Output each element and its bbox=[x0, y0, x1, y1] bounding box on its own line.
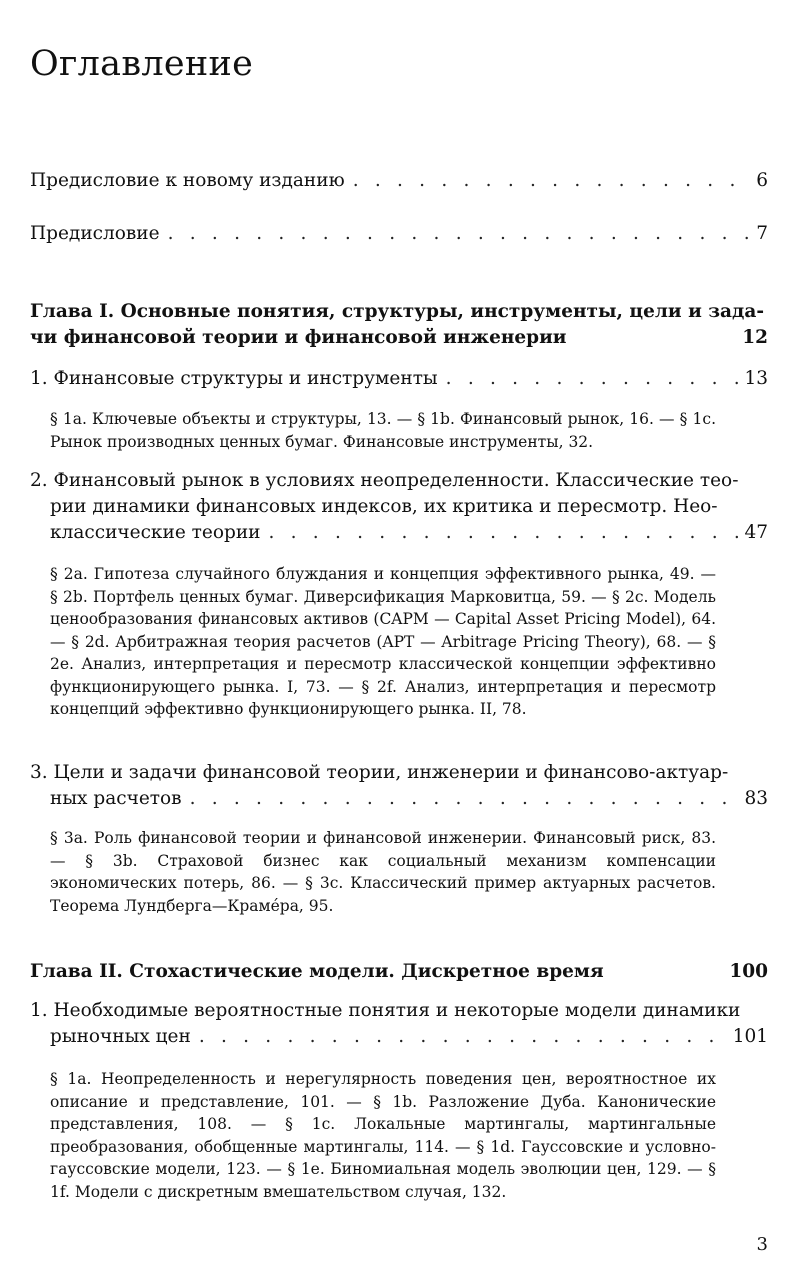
chapter-title-line: Глава II. Стохастические модели. Дискретное время bbox=[30, 961, 604, 982]
toc-entry-preface-new[interactable] bbox=[30, 168, 768, 194]
leader-dots bbox=[199, 1024, 727, 1050]
toc-entry-text: 1. Необходимые вероятностные понятия и некоторые модели динамики bbox=[30, 1000, 741, 1021]
toc-entry-text: рыночных цен bbox=[50, 1026, 191, 1047]
chapter-title-line: Глава I. Основные понятия, структуры, инструменты, цели и зада- bbox=[30, 301, 765, 322]
leader-dots bbox=[190, 786, 739, 812]
subsection-list: § 3a. Роль финансовой теории и финансовой инженерии. Финансовый риск, 83. — § 3b. Страховой бизнес как социальный механизм компенсации экономических потерь, 86. — § 3c. Классический пример актуарных расчетов. Теорема Лундберга—Крамéра, 95. bbox=[50, 829, 716, 915]
page-number: 83 bbox=[744, 788, 768, 809]
toc-entry-text: Предисловие bbox=[30, 223, 160, 244]
leader-dots bbox=[268, 520, 738, 546]
toc-entry-text: ных расчетов bbox=[50, 788, 182, 809]
toc-chapter-1[interactable] bbox=[30, 299, 768, 351]
toc-section-1-1[interactable] bbox=[30, 366, 768, 392]
leader-dots bbox=[168, 221, 751, 247]
toc-entry-text: 1. Финансовые структуры и инструменты bbox=[30, 368, 438, 389]
toc-section-1-2[interactable] bbox=[30, 468, 768, 546]
leader-dots bbox=[446, 366, 739, 392]
page-number: 13 bbox=[744, 368, 768, 389]
toc-entry-preface[interactable] bbox=[30, 221, 768, 247]
page-number: 6 bbox=[756, 170, 768, 191]
subsection-list: § 2a. Гипотеза случайного блуждания и концепция эффективного рынка, 49. — § 2b. Портфель ценных бумаг. Диверсификация Марковитца, 59. — § 2c. Модель ценообразования финансовых активов (CAPM — Capital Asset Pricing Model), 64. — § 2d. Арбитражная теория расчетов (APT — Arbitrage Pricing Theory), 68. — § 2e. Анализ, интерпретация и пересмотр классической концепции эффективно функционирующего рынка. I, 73. — § 2f. Анализ, интерпретация и пересмотр концепций эффективно функционирующего рынка. II, 78. bbox=[50, 565, 716, 718]
toc-entry-text: 2. Финансовый рынок в условиях неопределенности. Классические тео- bbox=[30, 470, 739, 491]
subsection-list: § 1a. Ключевые объекты и структуры, 13. — § 1b. Финансовый рынок, 16. — § 1c. Рынок производных ценных бумаг. Финансовые инструменты, 32. bbox=[50, 410, 716, 451]
page-title: Оглавление bbox=[30, 44, 254, 84]
toc-entry-text: рии динамики финансовых индексов, их критика и пересмотр. Нео- bbox=[50, 496, 718, 517]
page-number: 47 bbox=[744, 522, 768, 543]
subsection-list: § 1a. Неопределенность и нерегулярность поведения цен, вероятностное их описание и представление, 101. — § 1b. Разложение Дуба. Канонические представления, 108. — § 1c. Локальные мартингалы, мартингальные преобразования, обобщенные мартингалы, 114. — § 1d. Гауссовские и условно-гауссовские модели, 123. — § 1e. Биномиальная модель эволюции цен, 129. — § 1f. Модели с дискретным вмешательством случая, 132. bbox=[50, 1070, 716, 1201]
chapter-title-line: чи финансовой теории и финансовой инженерии bbox=[30, 327, 567, 348]
page-number: 12 bbox=[742, 327, 768, 348]
page-number: 101 bbox=[732, 1026, 768, 1047]
page-number: 100 bbox=[729, 961, 768, 982]
toc-section-2-1[interactable] bbox=[30, 998, 768, 1050]
page-number: 7 bbox=[756, 223, 768, 244]
toc-section-1-3[interactable] bbox=[30, 760, 768, 812]
toc-chapter-2[interactable] bbox=[30, 959, 768, 985]
toc-entry-text: классические теории bbox=[50, 522, 261, 543]
page-folio: 3 bbox=[756, 1234, 768, 1255]
toc-entry-text: Предисловие к новому изданию bbox=[30, 170, 345, 191]
leader-dots bbox=[353, 168, 751, 194]
toc-entry-text: 3. Цели и задачи финансовой теории, инженерии и финансово-актуар- bbox=[30, 762, 729, 783]
